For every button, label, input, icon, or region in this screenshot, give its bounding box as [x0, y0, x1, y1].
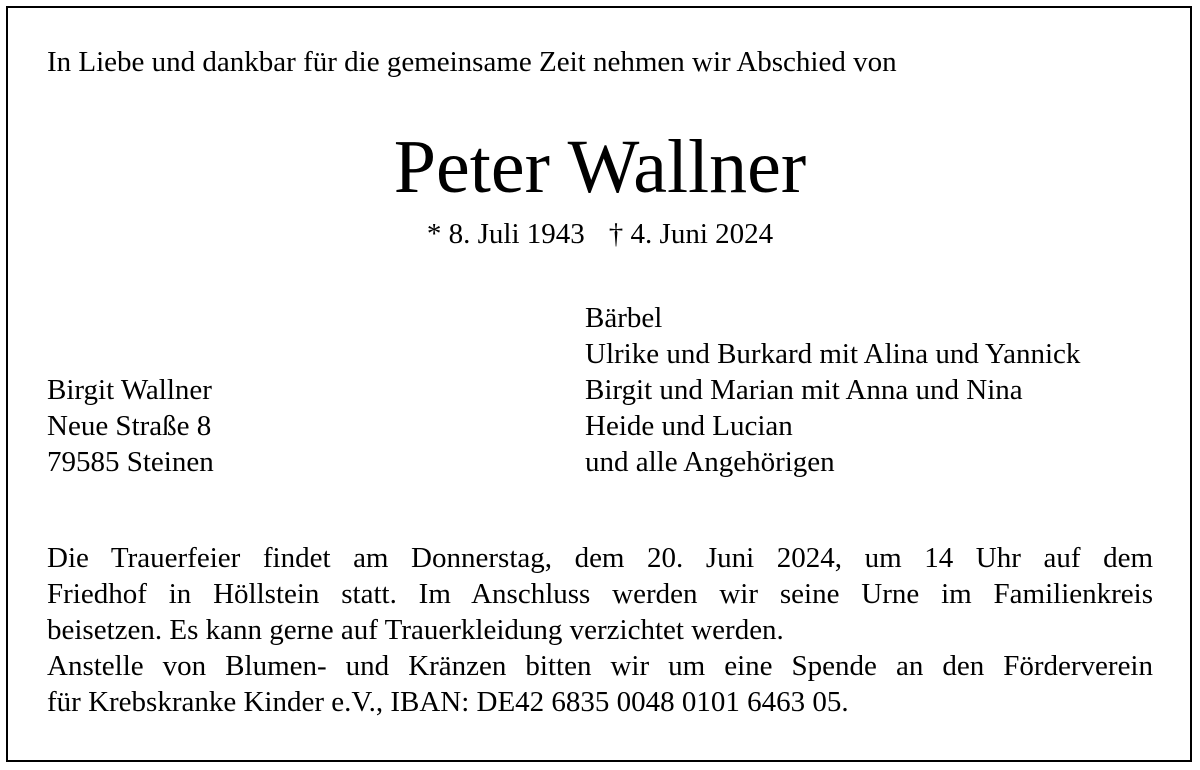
address-line: Neue Straße 8	[47, 410, 212, 442]
address-line: 79585 Steinen	[47, 446, 214, 478]
contact-address	[47, 372, 214, 480]
ceremony-line: Die Trauerfeier findet am Donnerstag, dem 20. Juni 2024, um 14 Uhr auf dem	[47, 542, 1153, 574]
death-date: † 4. Juni 2024	[608, 218, 774, 250]
address-line: Birgit Wallner	[47, 374, 212, 406]
life-dates	[0, 216, 1200, 252]
mourner-line: Birgit und Marian mit Anna und Nina	[585, 374, 1023, 406]
mourner-line: Bärbel	[585, 302, 663, 334]
mourner-line: und alle Angehörigen	[585, 446, 835, 478]
mourner-line: Heide und Lucian	[585, 410, 793, 442]
ceremony-paragraph	[47, 540, 1153, 648]
donation-line: Anstelle von Blumen- und Kränzen bitten wir um eine Spende an den Förderverein	[47, 650, 1153, 682]
ceremony-line: Friedhof in Höllstein statt. Im Anschluss werden wir seine Urne im Familienkreis	[47, 578, 1153, 610]
deceased-name: Peter Wallner	[393, 125, 807, 209]
donation-line: für Krebskranke Kinder e.V., IBAN: DE42 6835 0048 0101 6463 05.	[47, 686, 849, 718]
ceremony-line: beisetzen. Es kann gerne auf Trauerkleidung verzichtet werden.	[47, 614, 784, 646]
mourner-line: Ulrike und Burkard mit Alina und Yannick	[585, 338, 1081, 370]
donation-paragraph	[47, 648, 1153, 720]
intro-text: In Liebe und dankbar für die gemeinsame Zeit nehmen wir Abschied von	[47, 46, 897, 78]
birth-date: * 8. Juli 1943	[426, 218, 585, 250]
ceremony-details	[47, 540, 1153, 720]
mourners-list	[585, 300, 1080, 480]
